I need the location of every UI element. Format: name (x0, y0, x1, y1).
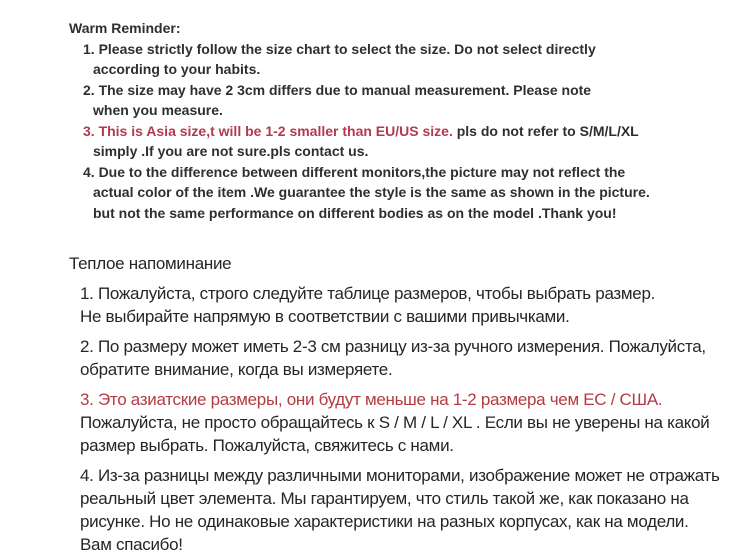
russian-item-2 (80, 335, 750, 381)
text-line: Вам спасибо! (80, 535, 183, 554)
english-item-3 (83, 121, 750, 162)
text-segment: pls do not refer to S/M/L/XL (452, 122, 639, 139)
russian-item-3 (80, 388, 750, 457)
text-line: according to your habits. (93, 61, 261, 77)
text-line: 1. Please strictly follow the size chart to select the size. Do not select directly (83, 40, 596, 57)
text-line: 2. The size may have 2 3cm differs due to manual measurement. Please note (83, 81, 592, 98)
english-item-4 (83, 162, 750, 224)
russian-item-4 (80, 464, 750, 556)
russian-reminder-title: Теплое напоминание (69, 254, 232, 273)
text-line: actual color of the item .We guarantee the style is the same as shown in the picture. (93, 184, 650, 200)
text-line: 1. Пожалуйста, строго следуйте таблице размеров, чтобы выбрать размер. (80, 284, 656, 303)
text-line: обратите внимание, когда вы измеряете. (80, 360, 393, 379)
text-line: 2. По размеру может иметь 2-3 см разницу из-за ручного измерения. Пожалуйста, (80, 337, 706, 356)
text-line (83, 121, 750, 142)
text-line: when you measure. (93, 102, 223, 118)
text-line: 4. Из-за разницы между различными мониторами, изображение может не отражать (80, 466, 720, 485)
russian-reminder-section (0, 252, 750, 556)
text-line: Не выбирайте напрямую в соответствии с вашими привычками. (80, 307, 570, 326)
text-line: 4. Due to the difference between different monitors,the picture may not reflect the (83, 163, 626, 180)
text-line: Пожалуйста, не просто обращайтесь к S / M / L / XL . Если вы не уверены на какой (80, 413, 710, 432)
english-item-2 (83, 80, 750, 121)
text-line: simply .If you are not sure.pls contact us. (93, 143, 369, 159)
text-line: but not the same performance on different bodies as on the model .Thank you! (93, 204, 617, 221)
asia-size-warning-ru: 3. Это азиатские размеры, они будут меньше на 1-2 размера чем ЕС / США. (80, 390, 663, 409)
english-item-1 (83, 39, 750, 80)
asia-size-warning-en: 3. This is Asia size,t will be 1-2 smaller than EU/US size. (83, 122, 453, 139)
text-line: рисунке. Но не одинаковые характеристики на разных корпусах, как на модели. (80, 512, 689, 531)
russian-item-1 (80, 282, 750, 328)
english-reminder-title: Warm Reminder: (69, 20, 181, 36)
text-line: размер выбрать. Пожалуйста, свяжитесь с нами. (80, 436, 454, 455)
english-reminder-section (0, 0, 750, 223)
text-line: реальный цвет элемента. Мы гарантируем, что стиль такой же, как показано на (80, 489, 689, 508)
